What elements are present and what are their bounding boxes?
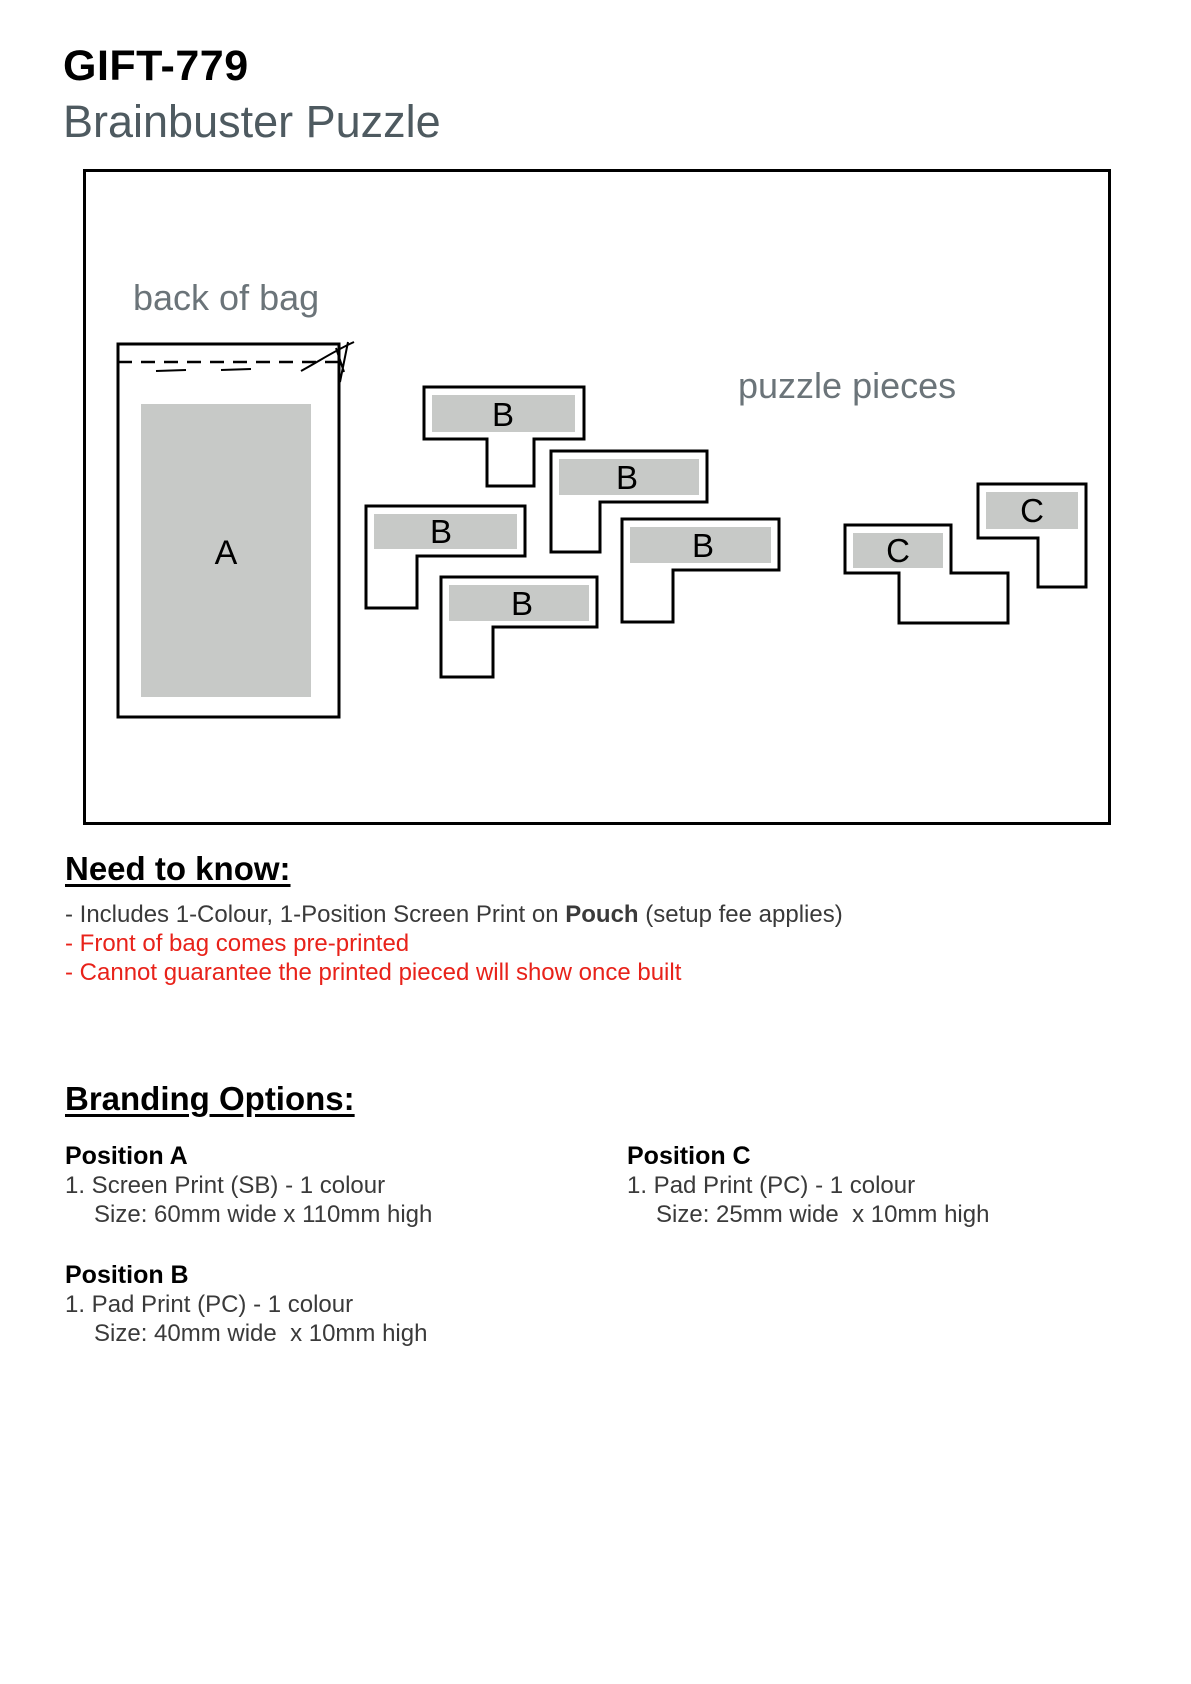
pieces-label: puzzle pieces [738,365,957,406]
position-b-size: Size: 40mm wide x 10mm high [94,1320,428,1347]
position-b-letter: B [615,459,639,496]
position-a-method: 1. Screen Print (SB) - 1 colour [65,1172,386,1199]
note-includes: - Includes 1-Colour, 1-Position Screen Print on Pouch (setup fee applies) [65,901,843,928]
product-code: GIFT-779 [63,42,249,90]
puzzle-piece-b4 [622,519,779,622]
position-b-letter: B [491,396,515,433]
position-b-title: Position B [65,1261,189,1289]
position-b-letter: B [510,585,534,622]
position-a-block [65,1141,432,1229]
product-diagram [83,169,1111,825]
position-b-letter: B [429,513,453,550]
position-a-letter: A [214,534,238,572]
product-name: Brainbuster Puzzle [63,96,441,147]
position-c-title: Position C [627,1142,751,1170]
position-c-size: Size: 25mm wide x 10mm high [656,1201,990,1228]
position-a-title: Position A [65,1142,188,1170]
bag-label: back of bag [133,277,320,318]
position-c-method: 1. Pad Print (PC) - 1 colour [627,1172,916,1199]
position-c-block [627,1141,989,1229]
note-bold-term: Pouch [565,901,639,928]
drawstring-line [156,370,186,371]
puzzle-piece-c1 [845,525,1008,623]
puzzle-piece-b5 [441,577,597,677]
position-b-method: 1. Pad Print (PC) - 1 colour [65,1291,354,1318]
bag [118,342,354,717]
position-b-letter: B [691,527,715,564]
need-to-know-list [65,900,843,987]
position-a-size: Size: 60mm wide x 110mm high [94,1201,433,1228]
drawstring-line [221,369,251,370]
need-to-know-heading: Need to know: [65,850,291,887]
position-c-letter: C [1020,492,1044,529]
branding-options-heading: Branding Options: [65,1080,355,1117]
diagram-svg [86,172,1108,822]
note-warning-guarantee: - Cannot guarantee the printed pieced will show once built [65,959,682,986]
position-c-letter: C [886,532,910,569]
note-warning-preprinted: - Front of bag comes pre-printed [65,930,410,957]
position-b-block [65,1260,427,1348]
